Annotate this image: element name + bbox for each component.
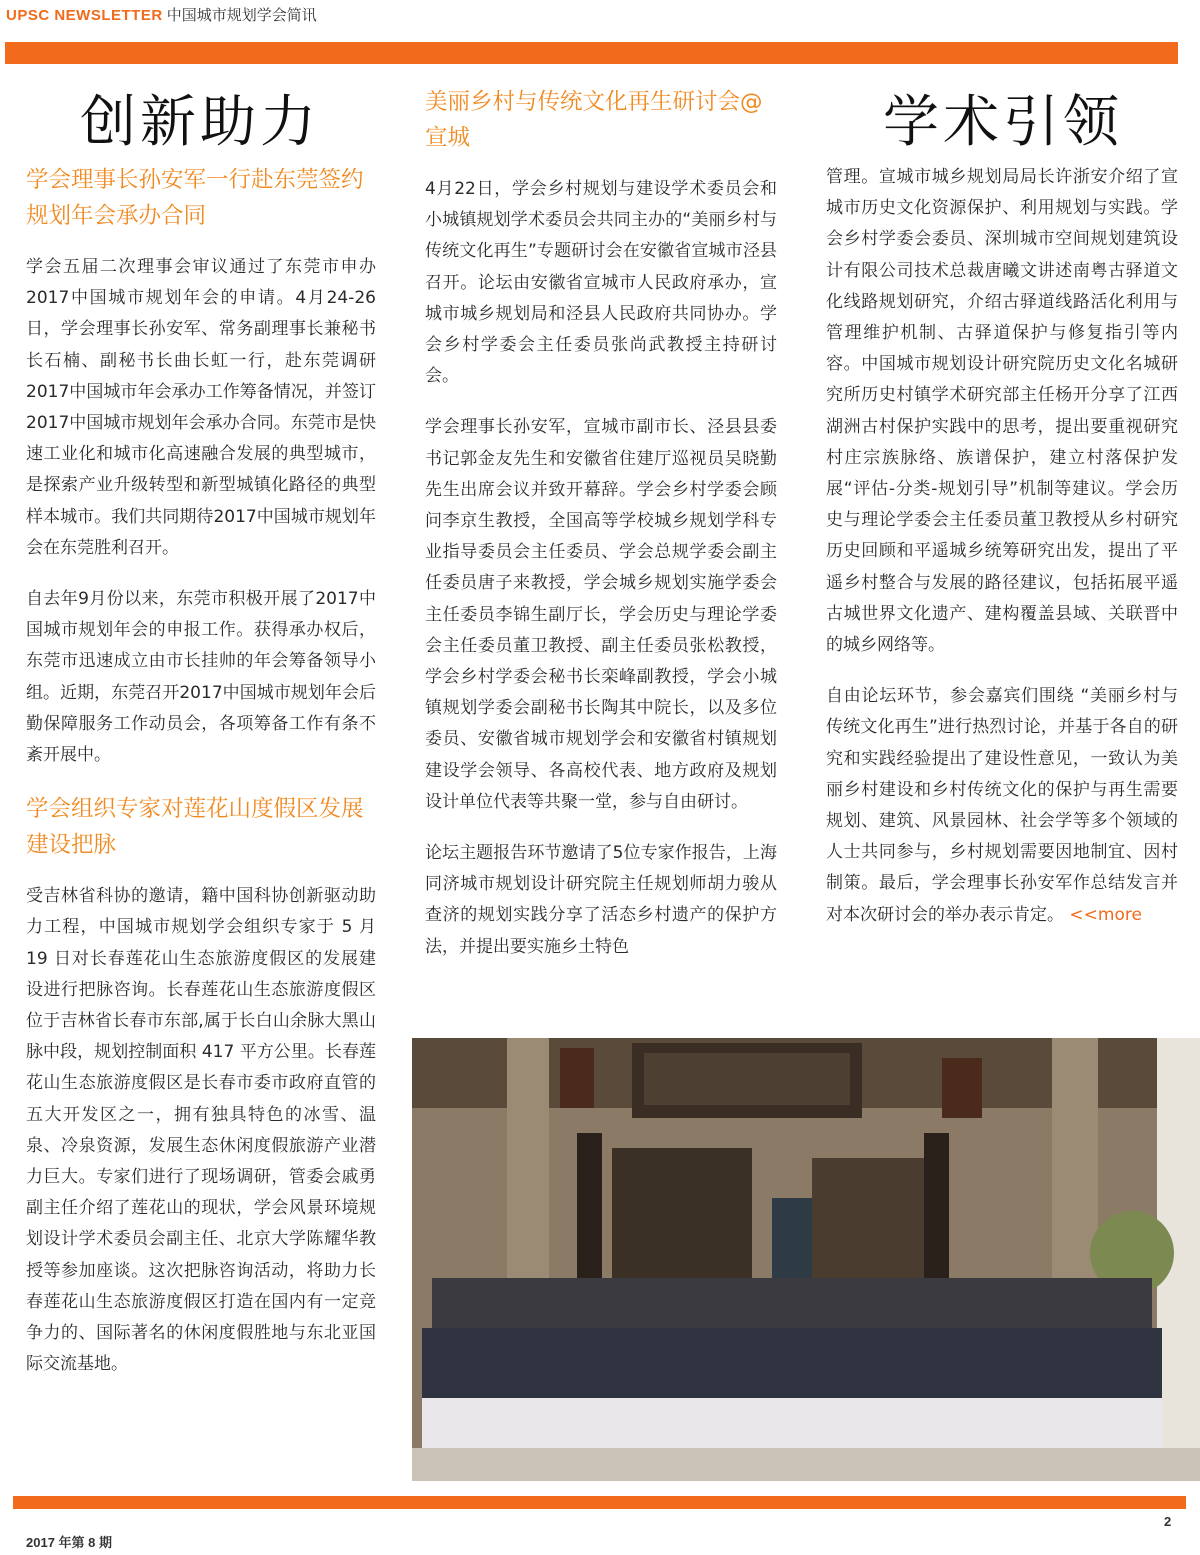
newsletter-brand: UPSC NEWSLETTER	[6, 7, 163, 24]
paragraph: 论坛主题报告环节邀请了5位专家作报告，上海同济城市规划设计研究院主任规划师胡力骏从查济的规划实践分享了活态乡村遗产的保护方法，并提出要实施乡土特色	[425, 843, 777, 957]
group-photo-illustration	[412, 1038, 1200, 1481]
paragraph: 受吉林省科协的邀请，籍中国科协创新驱动助力工程，中国城市规划学会组织专家于 5 月 19 日对长春莲花山生态旅游度假区的发展建设进行把脉咨询。长春莲花山生态旅游度假区位于吉林省长春市东部,属于长白山余脉大黑山脉中段，规划控制面积 417 平方公里。长春莲花山生态旅游度假区是长春市委市政府直管的五大开发区之一，拥有独具特色的冰雪、温泉、冷泉资源，发展生态休闲度假旅游产业潜力巨大。专家们进行了现场调研，管委会戚勇副主任介绍了莲花山的现状，学会风景环境规划设计学术委员会副主任、北京大学陈耀华教授等参加座谈。这次把脉咨询活动，将助力长春莲花山生态旅游度假区打造在国内有一定竞争力的、国际著名的休闲度假胜地与东北亚国际交流基地。	[26, 886, 376, 1375]
paragraph: 管理。宣城市城乡规划局局长许浙安介绍了宣城市历史文化资源保护、利用规划与实践。学会乡村学委会委员、深圳城市空间规划建筑设计有限公司技术总裁唐曦文讲述南粤古驿道文化线路规划研究，介绍古驿道线路活化利用与管理维护机制、古驿道保护与修复指引等内容。中国城市规划设计研究院历史文化名城研究所历史村镇学术研究部主任杨开分享了江西湖洲古村保护实践中的思考，提出要重视研究村庄宗族脉络、族谱保护，建立村落保护发展“评估-分类-规划引导”机制等建议。学会历史与理论学委会主任委员董卫教授从乡村研究历史回顾和平遥城乡统筹研究出发，提出了平遥乡村整合与发展的路径建议，包括拓展平遥古城世界文化遗产、建构覆盖县域、关联晋中的城乡网络等。	[826, 167, 1178, 656]
paragraph: 学会五届二次理事会审议通过了东莞市申办2017中国城市规划年会的申请。4月24-26日，学会理事长孙安军、常务副理事长兼秘书长石楠、副秘书长曲长虹一行，赴东莞调研2017中国城市年会承办工作筹备情况，并签订2017中国城市规划年会承办合同。东莞市是快速工业化和城市化高速融合发展的典型城市，是探索产业升级转型和新型城镇化路径的典型样本城市。我们共同期待2017中国城市规划年会在东莞胜利召开。	[26, 257, 376, 558]
paragraph-last	[826, 681, 1178, 931]
bottom-orange-bar	[13, 1496, 1186, 1509]
group-photo	[412, 1038, 1200, 1481]
paragraph-text: 自由论坛环节，参会嘉宾们围绕 “美丽乡村与传统文化再生”进行热烈讨论，并基于各自的研究和实践经验提出了建设性意见，一致认为美丽乡村建设和乡村传统文化的保护与再生需要规划、建筑、风景园林、社会学等多个领域的人士共同参与，乡村规划需要因地制宜、因村制策。最后，学会理事长孙安军作总结发言并对本次研讨会的举办表示肯定。	[826, 686, 1178, 925]
more-link[interactable]: <<more	[1069, 904, 1142, 925]
issue-label: 2017 年第 8 期	[26, 1535, 112, 1550]
column-right	[826, 162, 1178, 951]
article-heading-xuancheng: 美丽乡村与传统文化再生研讨会@宣城	[425, 89, 763, 151]
section-title-innovation: 创新助力	[80, 90, 320, 155]
newsletter-subtitle: 中国城市规划学会简讯	[166, 6, 317, 24]
article-heading-lianhuashan: 学会组织专家对莲花山度假区发展建设把脉	[26, 796, 364, 859]
paragraph: 学会理事长孙安军，宣城市副市长、泾县县委书记郭金友先生和安徽省住建厅巡视员吴晓勤先生出席会议并致开幕辞。学会乡村学委会顾问李京生教授，全国高等学校城乡规划学科专业指导委员会主任委员、学会总规学委会副主任委员唐子来教授，学会城乡规划实施学委会主任委员李锦生副厅长，学会历史与理论学委会主任委员董卫教授、副主任委员张松教授，学会乡村学委会秘书长栾峰副教授，学会小城镇规划学委会副秘书长陶其中院长，以及多位委员、安徽省城市规划学会和安徽省村镇规划建设学会领导、各高校代表、地方政府及规划设计单位代表等共聚一堂，参与自由研讨。	[425, 417, 777, 812]
column-middle	[425, 84, 777, 983]
column-left	[26, 162, 376, 1401]
paragraph: 自去年9月份以来，东莞市积极开展了2017中国城市规划年会的申报工作。获得承办权后，东莞市迅速成立由市长挂帅的年会筹备领导小组。近期，东莞召开2017中国城市规划年会后勤保障服务工作动员会，各项筹备工作有条不紊开展中。	[26, 589, 376, 766]
paragraph: 4月22日，学会乡村规划与建设学术委员会和小城镇规划学术委员会共同主办的“美丽乡村与传统文化再生”专题研讨会在安徽省宣城市泾县召开。论坛由安徽省宣城市人民政府承办，宣城市城乡规划局和泾县人民政府共同协办。学会乡村学委会主任委员张尚武教授主持研讨会。	[425, 179, 777, 387]
top-orange-bar	[5, 42, 1178, 64]
page-number: 2	[1164, 1514, 1172, 1529]
section-title-academic: 学术引领	[883, 90, 1123, 155]
article-heading-dongguan: 学会理事长孙安军一行赴东莞签约规划年会承办合同	[26, 167, 364, 229]
newsletter-header	[6, 4, 317, 30]
